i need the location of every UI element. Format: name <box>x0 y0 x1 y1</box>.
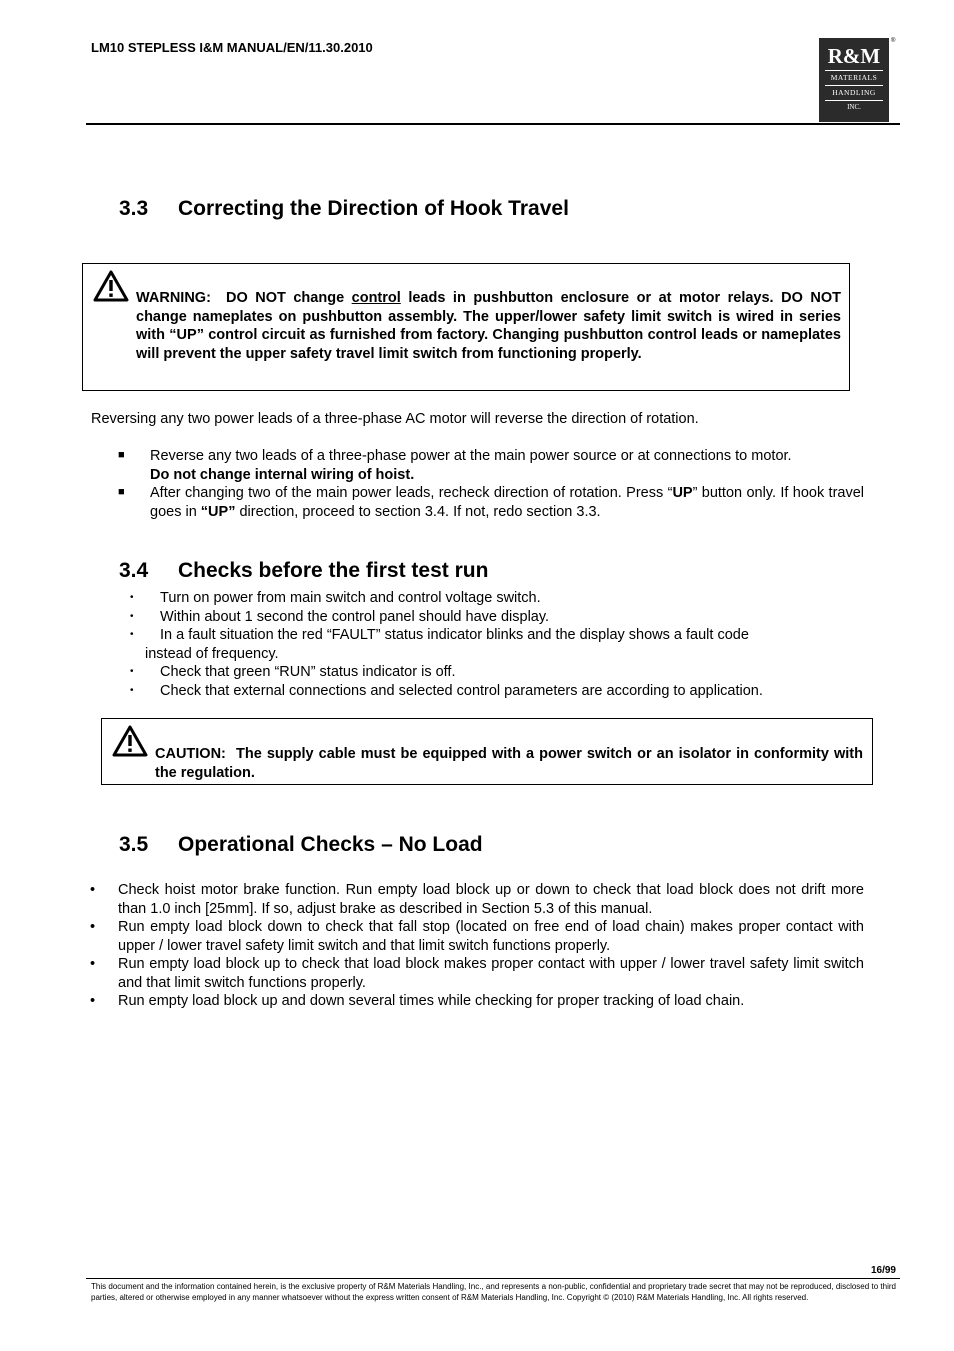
warning-box <box>82 263 850 391</box>
footer-divider <box>86 1278 900 1279</box>
section-heading-3-5: 3.5 Operational Checks – No Load <box>119 833 483 856</box>
caution-box <box>101 718 873 785</box>
registered-mark: ® <box>891 38 896 44</box>
pre-test-checks-list <box>130 589 870 700</box>
list-item: • Run empty load block up to check that load block makes proper contact with upper / lower travel safety limit switch and that limit switch functions properly. <box>90 956 864 991</box>
warning-triangle-icon <box>112 725 148 757</box>
caution-text: CAUTION: The supply cable must be equipped with a power switch or an isolator in conformity with the regulation. <box>155 746 863 781</box>
logo-inc: INC. <box>847 103 861 111</box>
list-item: • Turn on power from main switch and control voltage switch. <box>130 590 541 606</box>
no-load-checks-list <box>90 881 864 1011</box>
list-item: • Check that external connections and selected control parameters are according to application. <box>130 682 763 699</box>
reverse-leads-list <box>118 447 864 521</box>
list-item: • Run empty load block up and down several times while checking for proper tracking of load chain. <box>90 993 745 1009</box>
list-item: ■ Reverse any two leads of a three-phase power at the main power source or at connections to motor. Do not change internal wiring of hoist. <box>118 448 792 483</box>
header-divider <box>86 123 900 125</box>
page-number: 16/99 <box>870 1265 896 1276</box>
list-item: • Run empty load block down to check that fall stop (located on free end of load chain) makes proper contact with upper / lower travel safety limit switch and that limit switch functions properly. <box>90 919 864 954</box>
logo-materials: MATERIALS <box>830 73 878 82</box>
intro-paragraph: Reversing any two power leads of a three-phase AC motor will reverse the direction of rotation. <box>91 411 699 427</box>
list-item: ■ After changing two of the main power leads, recheck direction of rotation. Press “UP” button only. If hook travel goes in “UP” direction, proceed to section 3.4. If not, redo section 3.3. <box>118 485 865 520</box>
list-item: • Check hoist motor brake function. Run empty load block up or down to check that load block does not drift more than 1.0 inch [25mm]. If so, adjust brake as described in Section 5.3 of this manual. <box>90 882 864 917</box>
warning-triangle-icon <box>93 270 129 302</box>
logo-rm: R&M <box>827 44 881 68</box>
logo-handling: HANDLING <box>832 88 876 97</box>
company-logo <box>819 38 889 122</box>
legal-notice: This document and the information contained herein, is the exclusive property of R&M Materials Handling, Inc., and represents a non-public, confidential and proprietary trade secret that may not be reproduced, disclosed to third parties, altered or otherwise employed in any manner whatsoever without the express written consent of R&M Materials Handling, Inc. Copyright © (2010) R&M Materials Handling, Inc. All rights reserved. <box>91 1282 896 1302</box>
document-title: LM10 STEPLESS I&M MANUAL/EN/11.30.2010 <box>91 40 373 55</box>
list-item: • Within about 1 second the control panel should have display. <box>130 608 550 625</box>
list-item: • Check that green “RUN” status indicator is off. <box>130 664 456 680</box>
section-heading-3-4: 3.4 Checks before the first test run <box>119 559 489 582</box>
warning-text: WARNING: DO NOT change control leads in pushbutton enclosure or at motor relays. DO NOT change nameplates on pushbutton assembly. The upper/lower safety limit switch is wired in series with “UP” control circuit as furnished from factory. Changing pushbutton control leads or nameplates will prevent the upper safety travel limit switch from functioning properly. <box>136 290 841 362</box>
list-item: • In a fault situation the red “FAULT” status indicator blinks and the display shows a fault code <box>130 627 749 643</box>
list-item-continuation: instead of frequency. <box>145 645 279 662</box>
section-heading-3-3: 3.3 Correcting the Direction of Hook Travel <box>119 197 569 220</box>
